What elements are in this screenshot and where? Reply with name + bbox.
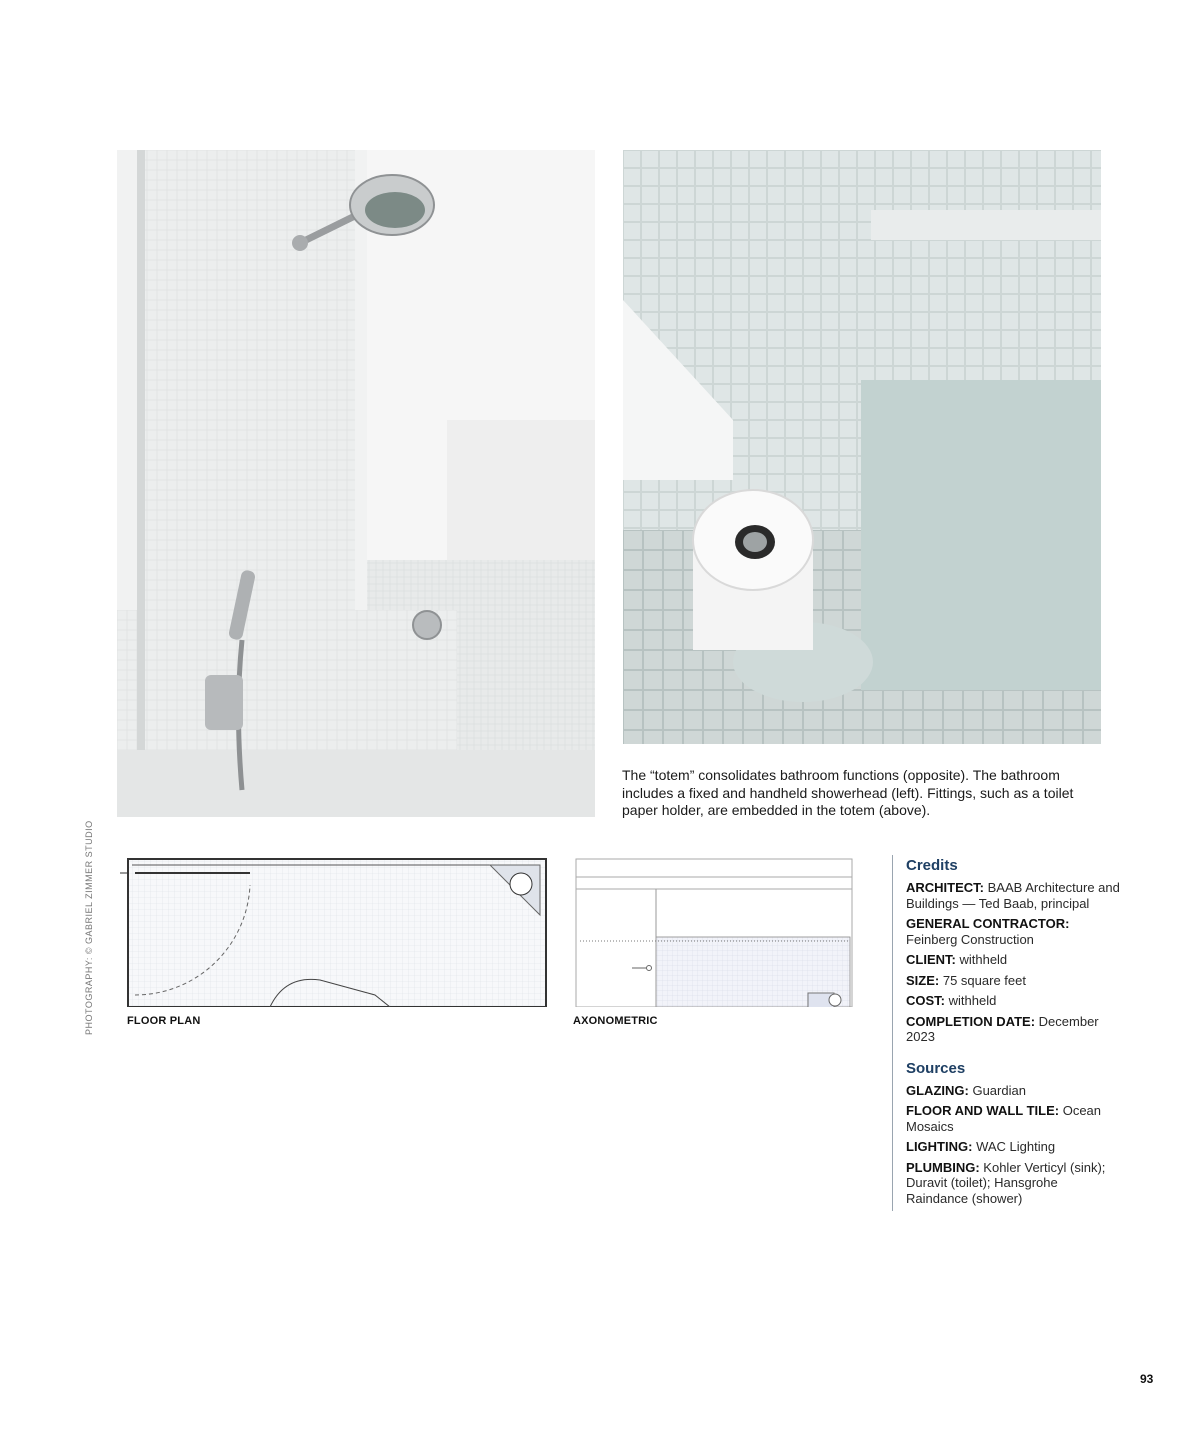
credit-label: COST: xyxy=(906,993,945,1008)
credit-entry xyxy=(906,952,1121,968)
source-value: Guardian xyxy=(972,1082,1026,1098)
source-entry xyxy=(906,1083,1121,1099)
source-value: Ocean Mosaics xyxy=(906,1103,1102,1134)
source-label: FLOOR AND WALL TILE: xyxy=(906,1103,1060,1118)
floor-plan-label: FLOOR PLAN xyxy=(127,1015,201,1027)
sources-heading: Sources xyxy=(906,1059,966,1077)
credit-label: ARCHITECT: xyxy=(906,880,984,895)
shower-photo-image xyxy=(117,150,595,817)
credits-sidebar xyxy=(892,855,1121,1211)
photo-caption: The “totem” consolidates bathroom functions (opposite). The bathroom includes a fixed and handheld showerhead (left). Fittings, such as a toilet paper holder, are embedded in the totem (above). xyxy=(622,767,1074,818)
credit-value: withheld xyxy=(948,993,997,1008)
section-spacer xyxy=(906,1050,1121,1058)
credit-label: CLIENT: xyxy=(906,952,956,967)
credit-value: Feinberg Construction xyxy=(906,931,1034,947)
axonometric-drawing xyxy=(572,855,854,1007)
credits-heading: Credits xyxy=(906,857,958,874)
source-entry xyxy=(906,1160,1121,1207)
page-number: 93 xyxy=(1140,1372,1154,1386)
credit-value: 75 square feet xyxy=(942,972,1026,988)
source-label: GLAZING: xyxy=(906,1082,969,1098)
credit-entry xyxy=(906,973,1121,989)
source-entry xyxy=(906,1103,1121,1134)
source-value: Kohler Verticyl (sink); Duravit (toilet); Hansgrohe Raindance (shower) xyxy=(906,1159,1106,1206)
credit-label: GENERAL CONTRACTOR: xyxy=(906,916,1070,931)
axonometric-svg xyxy=(572,855,854,1007)
source-label: LIGHTING: xyxy=(906,1139,973,1154)
credit-entry xyxy=(906,1014,1121,1045)
credit-entry xyxy=(906,993,1121,1009)
credit-label: SIZE: xyxy=(906,972,940,988)
credit-label: COMPLETION DATE: xyxy=(906,1013,1036,1029)
credit-entry xyxy=(906,916,1121,947)
shower-photo xyxy=(117,150,595,817)
source-value: WAC Lighting xyxy=(976,1139,1056,1154)
credit-value: December 2023 xyxy=(906,1013,1099,1044)
credit-value: BAAB Architecture and Buildings — Ted Baab, principal xyxy=(906,880,1120,911)
photo-credit-text: PHOTOGRAPHY: © GABRIEL ZIMMER STUDIO xyxy=(84,820,94,1035)
source-entry xyxy=(906,1139,1121,1155)
floor-plan-svg xyxy=(120,855,552,1007)
credit-entry xyxy=(906,880,1121,911)
axonometric-label: AXONOMETRIC xyxy=(573,1015,658,1027)
toilet-paper-photo xyxy=(623,150,1101,744)
floor-plan-drawing xyxy=(120,855,552,1007)
credit-value: withheld xyxy=(959,952,1008,967)
toilet-paper-photo-image xyxy=(623,150,1101,744)
source-label: PLUMBING: xyxy=(906,1159,980,1175)
